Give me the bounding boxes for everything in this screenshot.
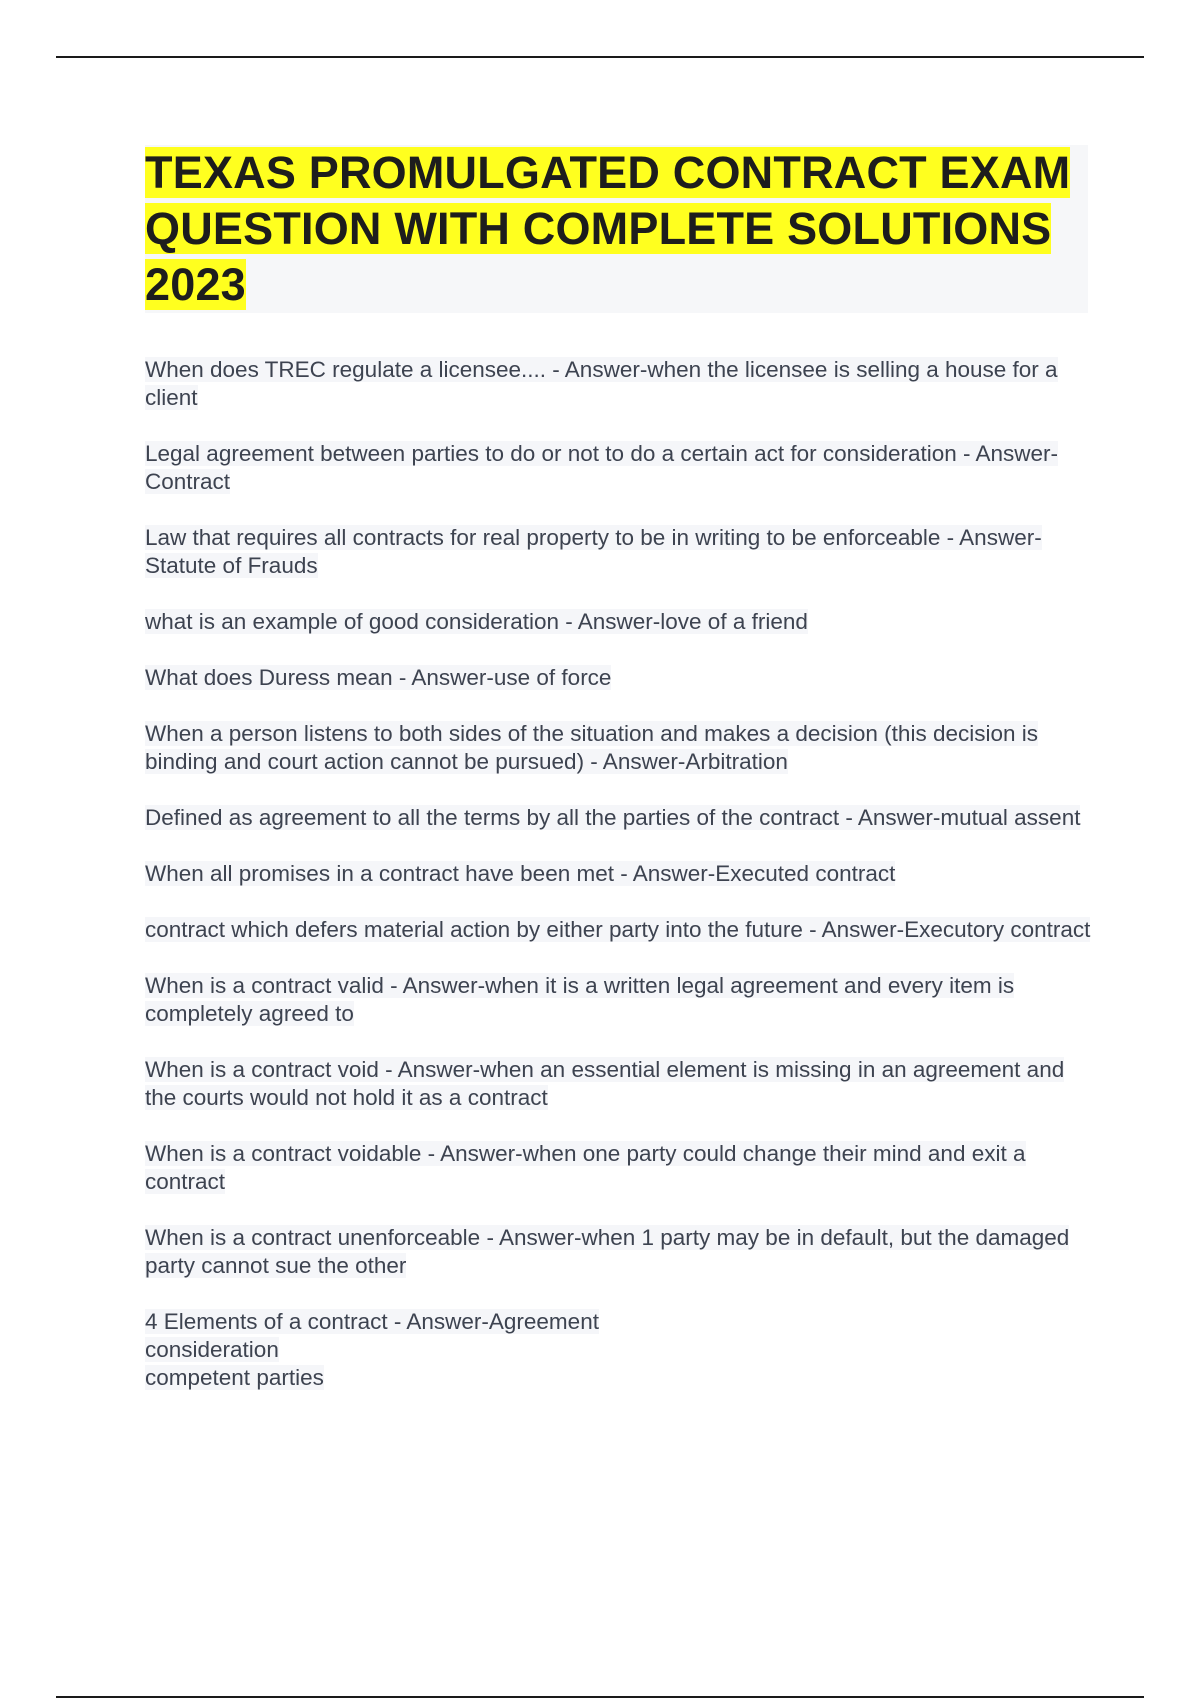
qa-entry-text: When does TREC regulate a licensee.... - Answer-when the licensee is selling a house for a client [145, 357, 1058, 410]
qa-entry [145, 1056, 1095, 1112]
qa-entry-text: contract which defers material action by either party into the future - Answer-Executory contract [145, 917, 1091, 942]
qa-entry-text: Defined as agreement to all the terms by all the parties of the contract - Answer-mutual assent [145, 805, 1081, 830]
title-block [145, 145, 1088, 313]
qa-entry-text: what is an example of good consideration - Answer-love of a friend [145, 609, 808, 634]
qa-entry [145, 440, 1095, 496]
qa-entry [145, 1140, 1095, 1196]
qa-entry [145, 1308, 1095, 1392]
qa-entry [145, 972, 1095, 1028]
qa-entry-text: When is a contract unenforceable - Answer-when 1 party may be in default, but the damaged party cannot sue the other [145, 1225, 1070, 1278]
qa-entry-text: When is a contract void - Answer-when an essential element is missing in an agreement and the courts would not hold it as a contract [145, 1057, 1065, 1110]
qa-entry [145, 916, 1095, 944]
qa-entry [145, 524, 1095, 580]
qa-entry-text: What does Duress mean - Answer-use of force [145, 665, 612, 690]
qa-entry [145, 860, 1095, 888]
top-rule [56, 56, 1144, 58]
bottom-rule [56, 1696, 1144, 1698]
qa-entry-text: Law that requires all contracts for real property to be in writing to be enforceable - Answer-Statute of Frauds [145, 525, 1042, 578]
qa-entry [145, 664, 1095, 692]
qa-entry [145, 720, 1095, 776]
title-highlight: TEXAS PROMULGATED CONTRACT EXAM QUESTION WITH COMPLETE SOLUTIONS 2023 [145, 147, 1071, 310]
qa-entry-text: When a person listens to both sides of the situation and makes a decision (this decision is binding and court action cannot be pursued) - Answer-Arbitration [145, 721, 1038, 774]
qa-entry [145, 804, 1095, 832]
document-title [145, 145, 1088, 313]
qa-entry-text: When is a contract voidable - Answer-when one party could change their mind and exit a contract [145, 1141, 1026, 1194]
qa-entry-text: 4 Elements of a contract - Answer-Agreement consideration competent parties [145, 1309, 599, 1390]
qa-entry [145, 356, 1095, 412]
qa-entry [145, 1224, 1095, 1280]
qa-entry-text: Legal agreement between parties to do or not to do a certain act for consideration - Answer-Contract [145, 441, 1059, 494]
qa-entry [145, 608, 1095, 636]
qa-list [145, 356, 1095, 1420]
qa-entry-text: When is a contract valid - Answer-when it is a written legal agreement and every item is completely agreed to [145, 973, 1015, 1026]
qa-entry-text: When all promises in a contract have been met - Answer-Executed contract [145, 861, 896, 886]
